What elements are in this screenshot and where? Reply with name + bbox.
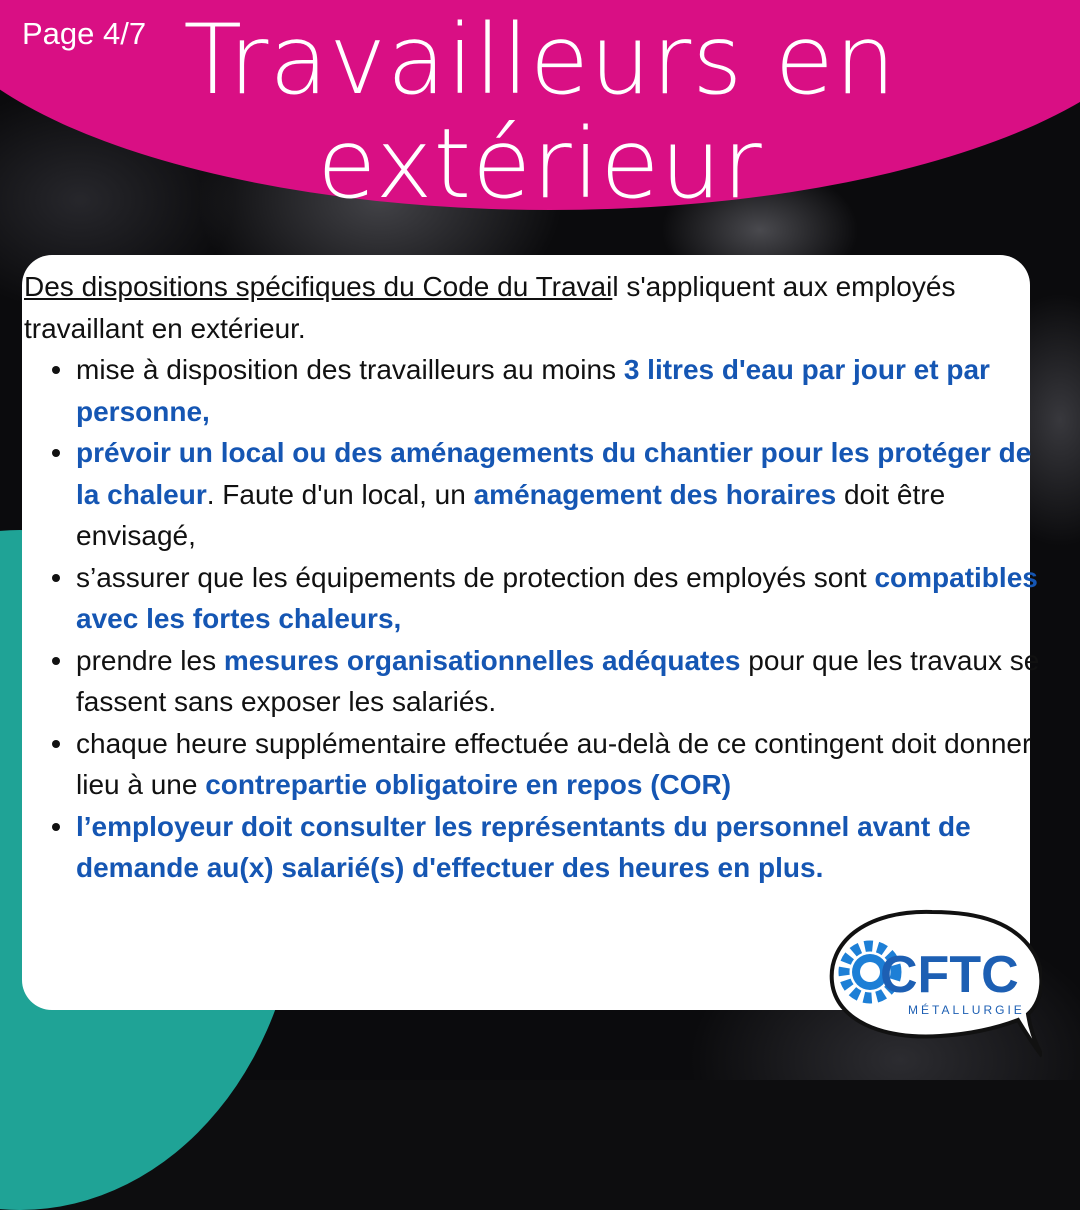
list-item xyxy=(24,432,1064,557)
title-line-2: extérieur xyxy=(317,108,763,220)
intro-underlined: Des dispositions spécifiques du Code du Travai xyxy=(24,271,613,302)
title-line-1: Travailleurs en xyxy=(183,4,897,116)
item-text: pour que les travaux se fassent sans exposer les salariés. xyxy=(76,644,1040,717)
item-text: . Faute d'un local, un xyxy=(206,478,474,510)
page-title xyxy=(150,4,930,220)
logo-sub-text: MÉTALLURGIE xyxy=(908,1003,1025,1017)
item-text: doit être envisagé, xyxy=(76,478,946,551)
item-highlight: 3 litres d'eau par jour et par personne, xyxy=(76,354,990,427)
content-text xyxy=(24,266,1064,889)
item-highlight: contrepartie obligatoire en repos (COR) xyxy=(205,769,732,800)
cftc-logo xyxy=(822,900,1042,1060)
item-highlight: mesures organisationnelles adéquates xyxy=(223,644,741,676)
item-highlight: aménagement des horaires xyxy=(473,478,837,510)
list-item xyxy=(24,806,1064,889)
measures-list xyxy=(24,349,1064,889)
list-item xyxy=(24,349,1064,432)
page-number: Page 4/7 xyxy=(22,16,147,51)
item-highlight: l’employeur doit consulter les représentants du personnel avant de demande au(x) salarié(s) d'effectuer des heures en plus. xyxy=(76,810,971,883)
list-item xyxy=(24,557,1064,640)
item-text: mise à disposition des travailleurs au moins xyxy=(76,354,624,385)
logo-main-text: CFTC xyxy=(880,946,1019,1004)
item-text: s’assurer que les équipements de protection des employés sont xyxy=(76,561,875,593)
item-highlight: compatibles avec les fortes chaleurs, xyxy=(76,561,1038,634)
item-text: chaque heure supplémentaire effectuée au-delà de ce contingent doit donner lieu à une xyxy=(76,727,1032,800)
item-text: prendre les xyxy=(76,644,224,676)
list-item xyxy=(24,723,1064,806)
list-item xyxy=(24,640,1064,723)
intro-rest: l s'appliquent aux employés travaillant en extérieur. xyxy=(24,271,956,344)
intro-paragraph xyxy=(24,266,1064,349)
item-highlight: prévoir un local ou des aménagements du chantier pour les protéger de la chaleur xyxy=(76,437,1032,510)
